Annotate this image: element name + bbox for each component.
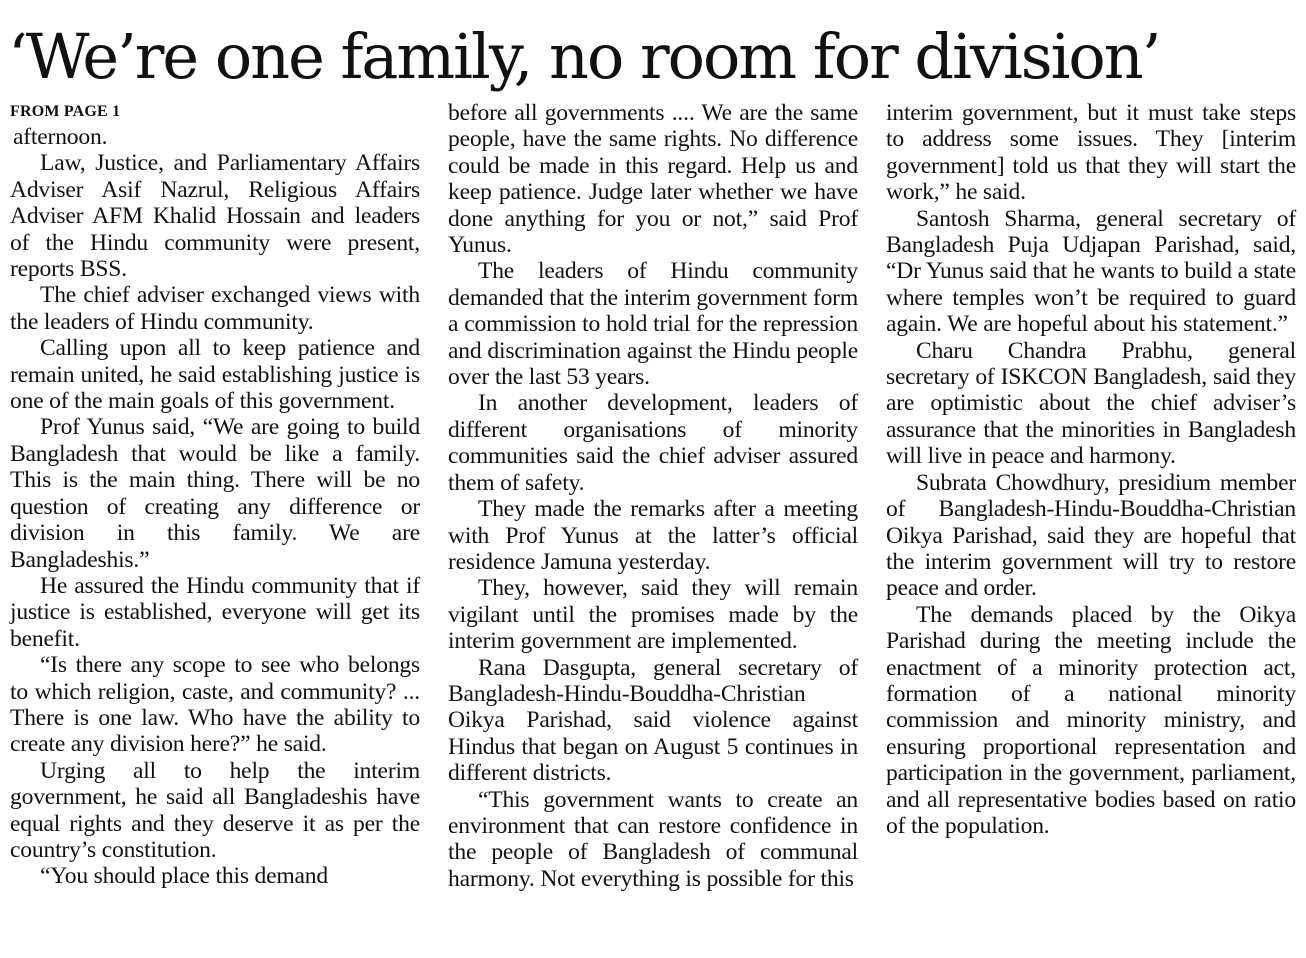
paragraph: Rana Dasgupta, general secretary of Bangladesh-Hindu-Bouddha-Christian Oikya Parishad, said violence against Hindus that began on August 5 continues in different districts. xyxy=(448,654,858,787)
paragraph: “Is there any scope to see who belongs to which religion, caste, and community? ... There is one law. Who have the ability to create any division here?” he said. xyxy=(10,652,420,758)
article-column-2 xyxy=(448,100,858,892)
article-headline: ‘We’re one family, no room for division’ xyxy=(8,20,1160,93)
paragraph: They made the remarks after a meeting with Prof Yunus at the latter’s official residence Jamuna yesterday. xyxy=(448,496,858,575)
paragraph: He assured the Hindu community that if justice is established, everyone will get its benefit. xyxy=(10,572,420,652)
article-column-3 xyxy=(886,100,1296,839)
paragraph: Law, Justice, and Parliamentary Affairs Adviser Asif Nazrul, Religious Affairs Adviser AFM Khalid Hossain and leaders of the Hindu community were present, reports BSS. xyxy=(10,150,420,283)
paragraph: Subrata Chowdhury, presidium member of Bangladesh-Hindu-Bouddha-Christian Oikya Parishad, said they are hopeful that the interim government will try to restore peace and order. xyxy=(886,469,1296,602)
paragraph: Charu Chandra Prabhu, general secretary of ISKCON Bangladesh, said they are optimistic about the chief adviser’s assurance that the minorities in Bangladesh will live in peace and harmony. xyxy=(886,337,1296,470)
paragraph: Prof Yunus said, “We are going to build Bangladesh that would be like a family. This is the main thing. There will be no question of creating any difference or division in this family. We are Bangladeshis.” xyxy=(10,414,420,573)
paragraph: afternoon. xyxy=(13,124,108,150)
paragraph: Santosh Sharma, general secretary of Bangladesh Puja Udjapan Parishad, said, “Dr Yunus said that he wants to build a state where temples won’t be required to guard again. We are hopeful about his statement.” xyxy=(886,205,1296,338)
paragraph: The demands placed by the Oikya Parishad during the meeting include the enactment of a minority protection act, formation of a national minority commission and minority ministry, and ensuring proportional representation and participation in the government, parliament, and all representative bodies based on ratio of the population. xyxy=(886,601,1296,839)
paragraph: before all governments .... We are the same people, have the same rights. No difference could be made in this regard. Help us and keep patience. Judge later whether we have done anything for you or not,” said Prof Yunus. xyxy=(448,100,858,259)
paragraph: Calling upon all to keep patience and remain united, he said establishing justice is one of the main goals of this government. xyxy=(10,335,420,415)
paragraph: interim government, but it must take steps to address some issues. They [interim government] told us that they will start the work,” he said. xyxy=(886,100,1296,206)
paragraph: “This government wants to create an environment that can restore confidence in the people of Bangladesh of communal harmony. Not everything is possible for this xyxy=(448,786,858,892)
paragraph: Urging all to help the interim government, he said all Bangladeshis have equal rights and they deserve it as per the country’s constitution. xyxy=(10,757,420,863)
paragraph: They, however, said they will remain vigilant until the promises made by the interim government are implemented. xyxy=(448,575,858,655)
article-body xyxy=(0,100,1306,950)
paragraph: “You should place this demand xyxy=(40,863,329,890)
from-page-kicker: FROM PAGE 1 xyxy=(10,103,121,120)
paragraph: In another development, leaders of different organisations of minority communities said the chief adviser assured them of safety. xyxy=(448,390,858,496)
paragraph: The leaders of Hindu community demanded that the interim government form a commission to hold trial for the repression and discrimination against the Hindu people over the last 53 years. xyxy=(448,258,858,391)
article-column-1 xyxy=(10,100,420,890)
paragraph: The chief adviser exchanged views with the leaders of Hindu community. xyxy=(10,282,420,335)
